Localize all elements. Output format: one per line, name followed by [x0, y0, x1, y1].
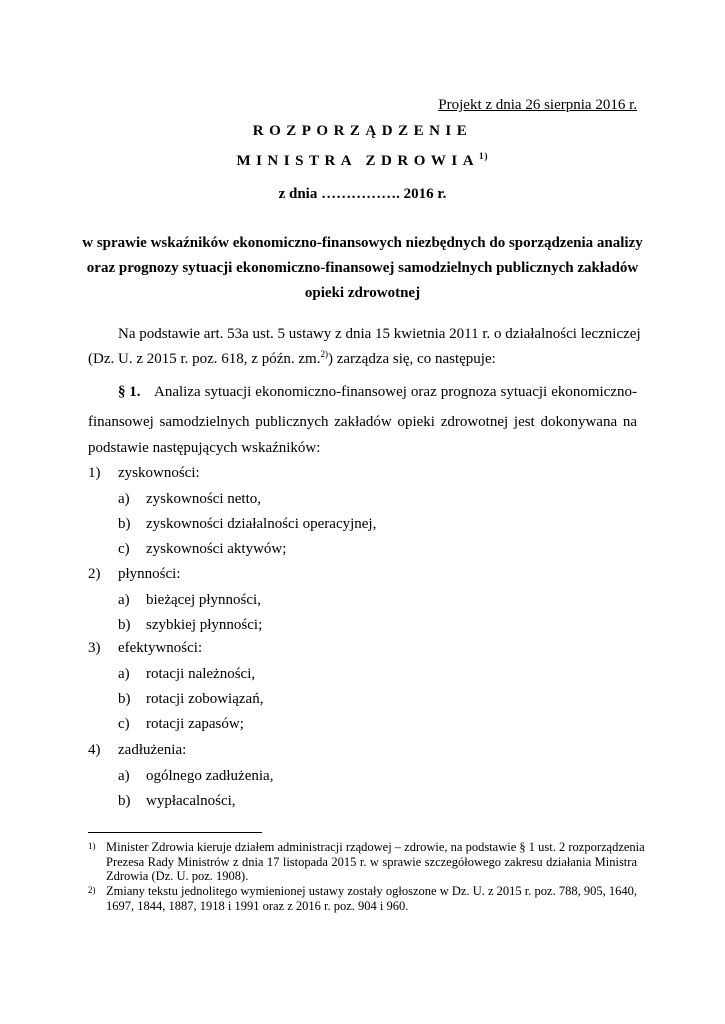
- sub-item-text: rotacji należności,: [146, 666, 256, 682]
- section-1-line-1: Analiza sytuacji ekonomiczno-finansowej oraz prognoza sytuacji ekonomiczno-: [154, 384, 637, 400]
- sub-item-text: szybkiej płynności;: [146, 617, 263, 633]
- title-line-1: w sprawie wskaźników ekonomiczno-finansowych niezbędnych do sporządzenia analizy: [82, 235, 643, 251]
- authority-heading: [0, 152, 725, 170]
- sub-item-letter: a): [118, 666, 130, 682]
- sub-item-letter: b): [118, 691, 131, 707]
- list-item-label: płynności:: [118, 566, 181, 582]
- sub-item-text: bieżącej płynności,: [146, 592, 261, 608]
- sub-item-text: rotacji zapasów;: [146, 716, 244, 732]
- list-item-number: 4): [88, 742, 101, 758]
- sub-item-text: zyskowności aktywów;: [146, 541, 287, 557]
- footnote-marker: 1): [88, 841, 96, 851]
- list-item-label: zadłużenia:: [118, 742, 187, 758]
- list-item-number: 2): [88, 566, 101, 582]
- footnote-ref-2: 2): [320, 349, 328, 359]
- sub-item-text: wypłacalności,: [146, 793, 236, 809]
- date-line: z dnia ……………. 2016 r.: [278, 186, 447, 202]
- footnote-text-line: Minister Zdrowia kieruje działem administracji rządowej – zdrowie, na podstawie § 1 ust. 2 rozporządzenia: [106, 840, 645, 854]
- sub-item-text: rotacji zobowiązań,: [146, 691, 264, 707]
- list-item-label: zyskowności:: [118, 465, 200, 481]
- footnote-text-line: Zdrowia (Dz. U. poz. 1908).: [106, 869, 249, 883]
- legal-basis-enacting: ) zarządza się, co następuje:: [327, 351, 496, 367]
- sub-item-letter: c): [118, 716, 130, 732]
- sub-item-letter: b): [118, 617, 131, 633]
- footnote-marker: 2): [88, 885, 96, 895]
- act-type-heading: ROZPORZĄDZENIE: [252, 123, 473, 139]
- sub-item-letter: b): [118, 516, 131, 532]
- sub-item-letter: b): [118, 793, 131, 809]
- sub-item-text: zyskowności działalności operacyjnej,: [146, 516, 377, 532]
- list-item-number: 3): [88, 640, 101, 656]
- sub-item-letter: a): [118, 768, 130, 784]
- footnote-text-line: Prezesa Rady Ministrów z dnia 17 listopada 2015 r. w sprawie szczegółowego zakresu działania Ministra: [106, 854, 637, 869]
- sub-item-letter: c): [118, 541, 130, 557]
- footnote-text-line: Zmiany tekstu jednolitego wymienionej ustawy zostały ogłoszone w Dz. U. z 2015 r. poz. 788, 905, 1640,: [106, 884, 637, 898]
- sub-item-letter: a): [118, 592, 130, 608]
- project-note: Projekt z dnia 26 sierpnia 2016 r.: [438, 97, 637, 113]
- footnote-ref-1: 1): [479, 151, 489, 161]
- authority-name: MINISTRA ZDROWIA: [236, 153, 480, 169]
- title-line-3: opieki zdrowotnej: [304, 285, 421, 301]
- sub-item-letter: a): [118, 491, 130, 507]
- legal-basis-line-1: Na podstawie art. 53a ust. 5 ustawy z dnia 15 kwietnia 2011 r. o działalności leczniczej: [118, 326, 641, 342]
- section-1-line-2: finansowej samodzielnych publicznych zakładów opieki zdrowotnej jest dokonywana na: [88, 414, 637, 430]
- sub-item-text: zyskowności netto,: [146, 491, 261, 507]
- footnote-text-line: 1697, 1844, 1887, 1918 i 1991 oraz z 2016 r. poz. 904 i 960.: [106, 898, 409, 913]
- title-line-2: oraz prognozy sytuacji ekonomiczno-finansowej samodzielnych publicznych zakładów: [86, 260, 639, 276]
- footnote-separator: [88, 832, 262, 833]
- list-item-number: 1): [88, 465, 101, 481]
- legal-basis-line-2: [88, 350, 496, 368]
- list-item-label: efektywności:: [118, 640, 203, 656]
- section-1-marker: § 1.: [118, 384, 141, 400]
- sub-item-text: ogólnego zadłużenia,: [146, 768, 274, 784]
- section-1-line-3: podstawie następujących wskaźników:: [88, 440, 321, 456]
- legal-basis-citation: (Dz. U. z 2015 r. poz. 618, z późn. zm.: [88, 351, 321, 367]
